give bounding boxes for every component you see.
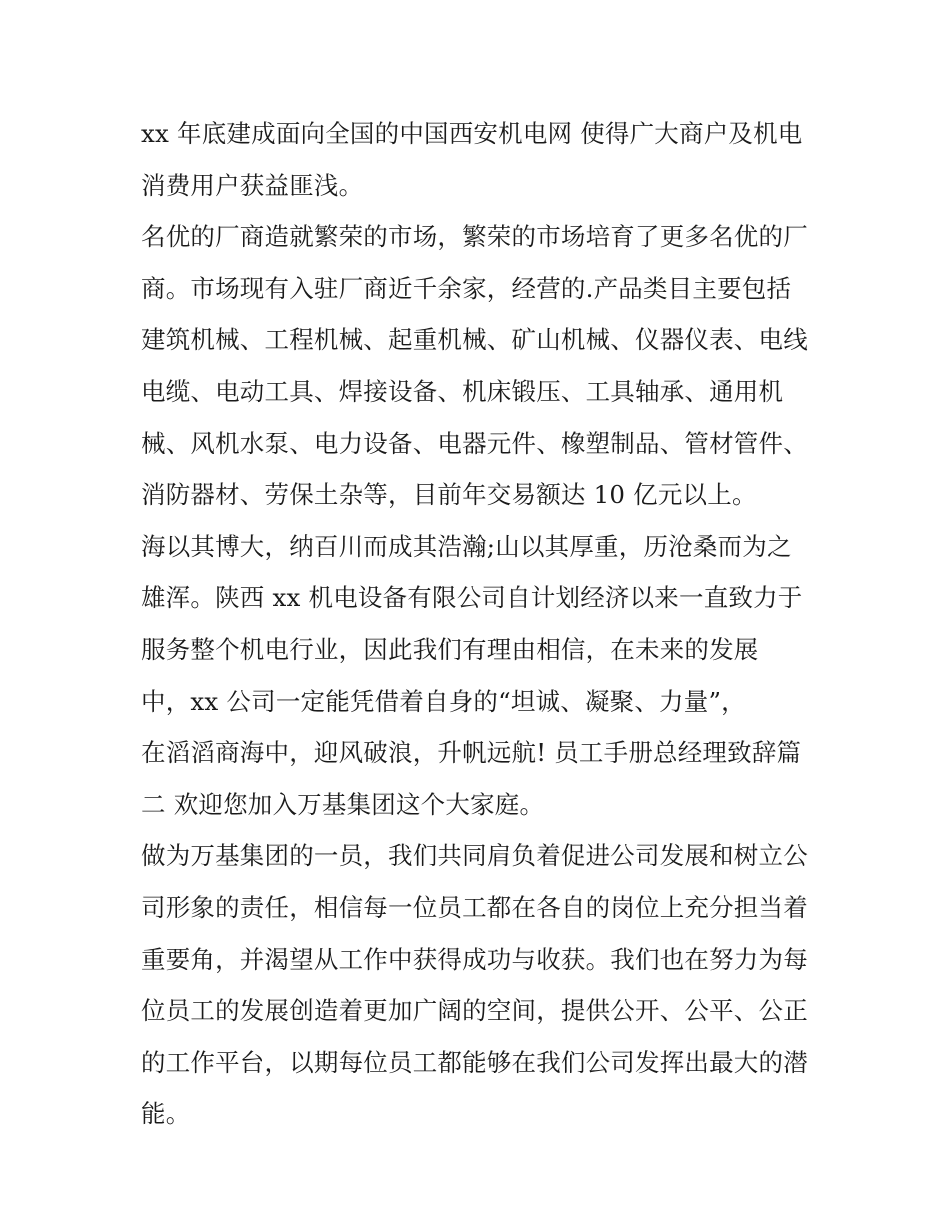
text-line: 电缆、电动工具、焊接设备、机床锻压、工具轴承、通用机 [141,376,784,406]
text-line: 能。 [141,1099,191,1129]
text-line: 建筑机械、工程机械、起重机械、矿山机械、仪器仪表、电线 [141,325,808,355]
text-line: 二 欢迎您加入万基集团这个大家庭。 [141,789,545,819]
text-line: 司形象的责任，相信每一位员工都在各自的岗位上充分担当着 [141,892,808,922]
text-line: 商。市场现有入驻厂商近千余家，经营的.产品类目主要包括 [141,273,792,303]
text-line: 位员工的发展创造着更加广阔的空间，提供公开、公平、公正 [141,996,808,1026]
text-line: 械、风机水泵、电力设备、电器元件、橡塑制品、管材管件、 [141,428,808,458]
text-line: 重要角，并渴望从工作中获得成功与收获。我们也在努力为每 [141,944,808,974]
text-line: xx 年底建成面向全国的中国西安机电网 使得广大商户及机电 [141,119,803,148]
text-line: 服务整个机电行业，因此我们有理由相信，在未来的发展 [141,634,759,664]
text-line: 消防器材、劳保土杂等，目前年交易额达 10 亿元以上。 [141,480,757,510]
text-line: 消费用户获益匪浅。 [141,170,364,200]
text-line: 做为万基集团的一员，我们共同肩负着促进公司发展和树立公 [141,841,808,871]
text-line: 中，xx 公司一定能凭借着自身的“坦诚、凝聚、力量”， [141,686,746,716]
text-line: 的工作平台，以期每位员工都能够在我们公司发挥出最大的潜 [141,1047,808,1077]
text-line: 在滔滔商海中，迎风破浪，升帆远航! 员工手册总经理致辞篇 [141,738,802,768]
text-line: 雄浑。陕西 xx 机电设备有限公司自计划经济以来一直致力于 [141,583,803,613]
text-line: 名优的厂商造就繁荣的市场，繁荣的市场培育了更多名优的厂 [141,222,808,252]
document-body [141,108,821,1140]
text-line: 海以其博大，纳百川而成其浩瀚;山以其厚重，历沧桑而为之 [141,531,792,561]
